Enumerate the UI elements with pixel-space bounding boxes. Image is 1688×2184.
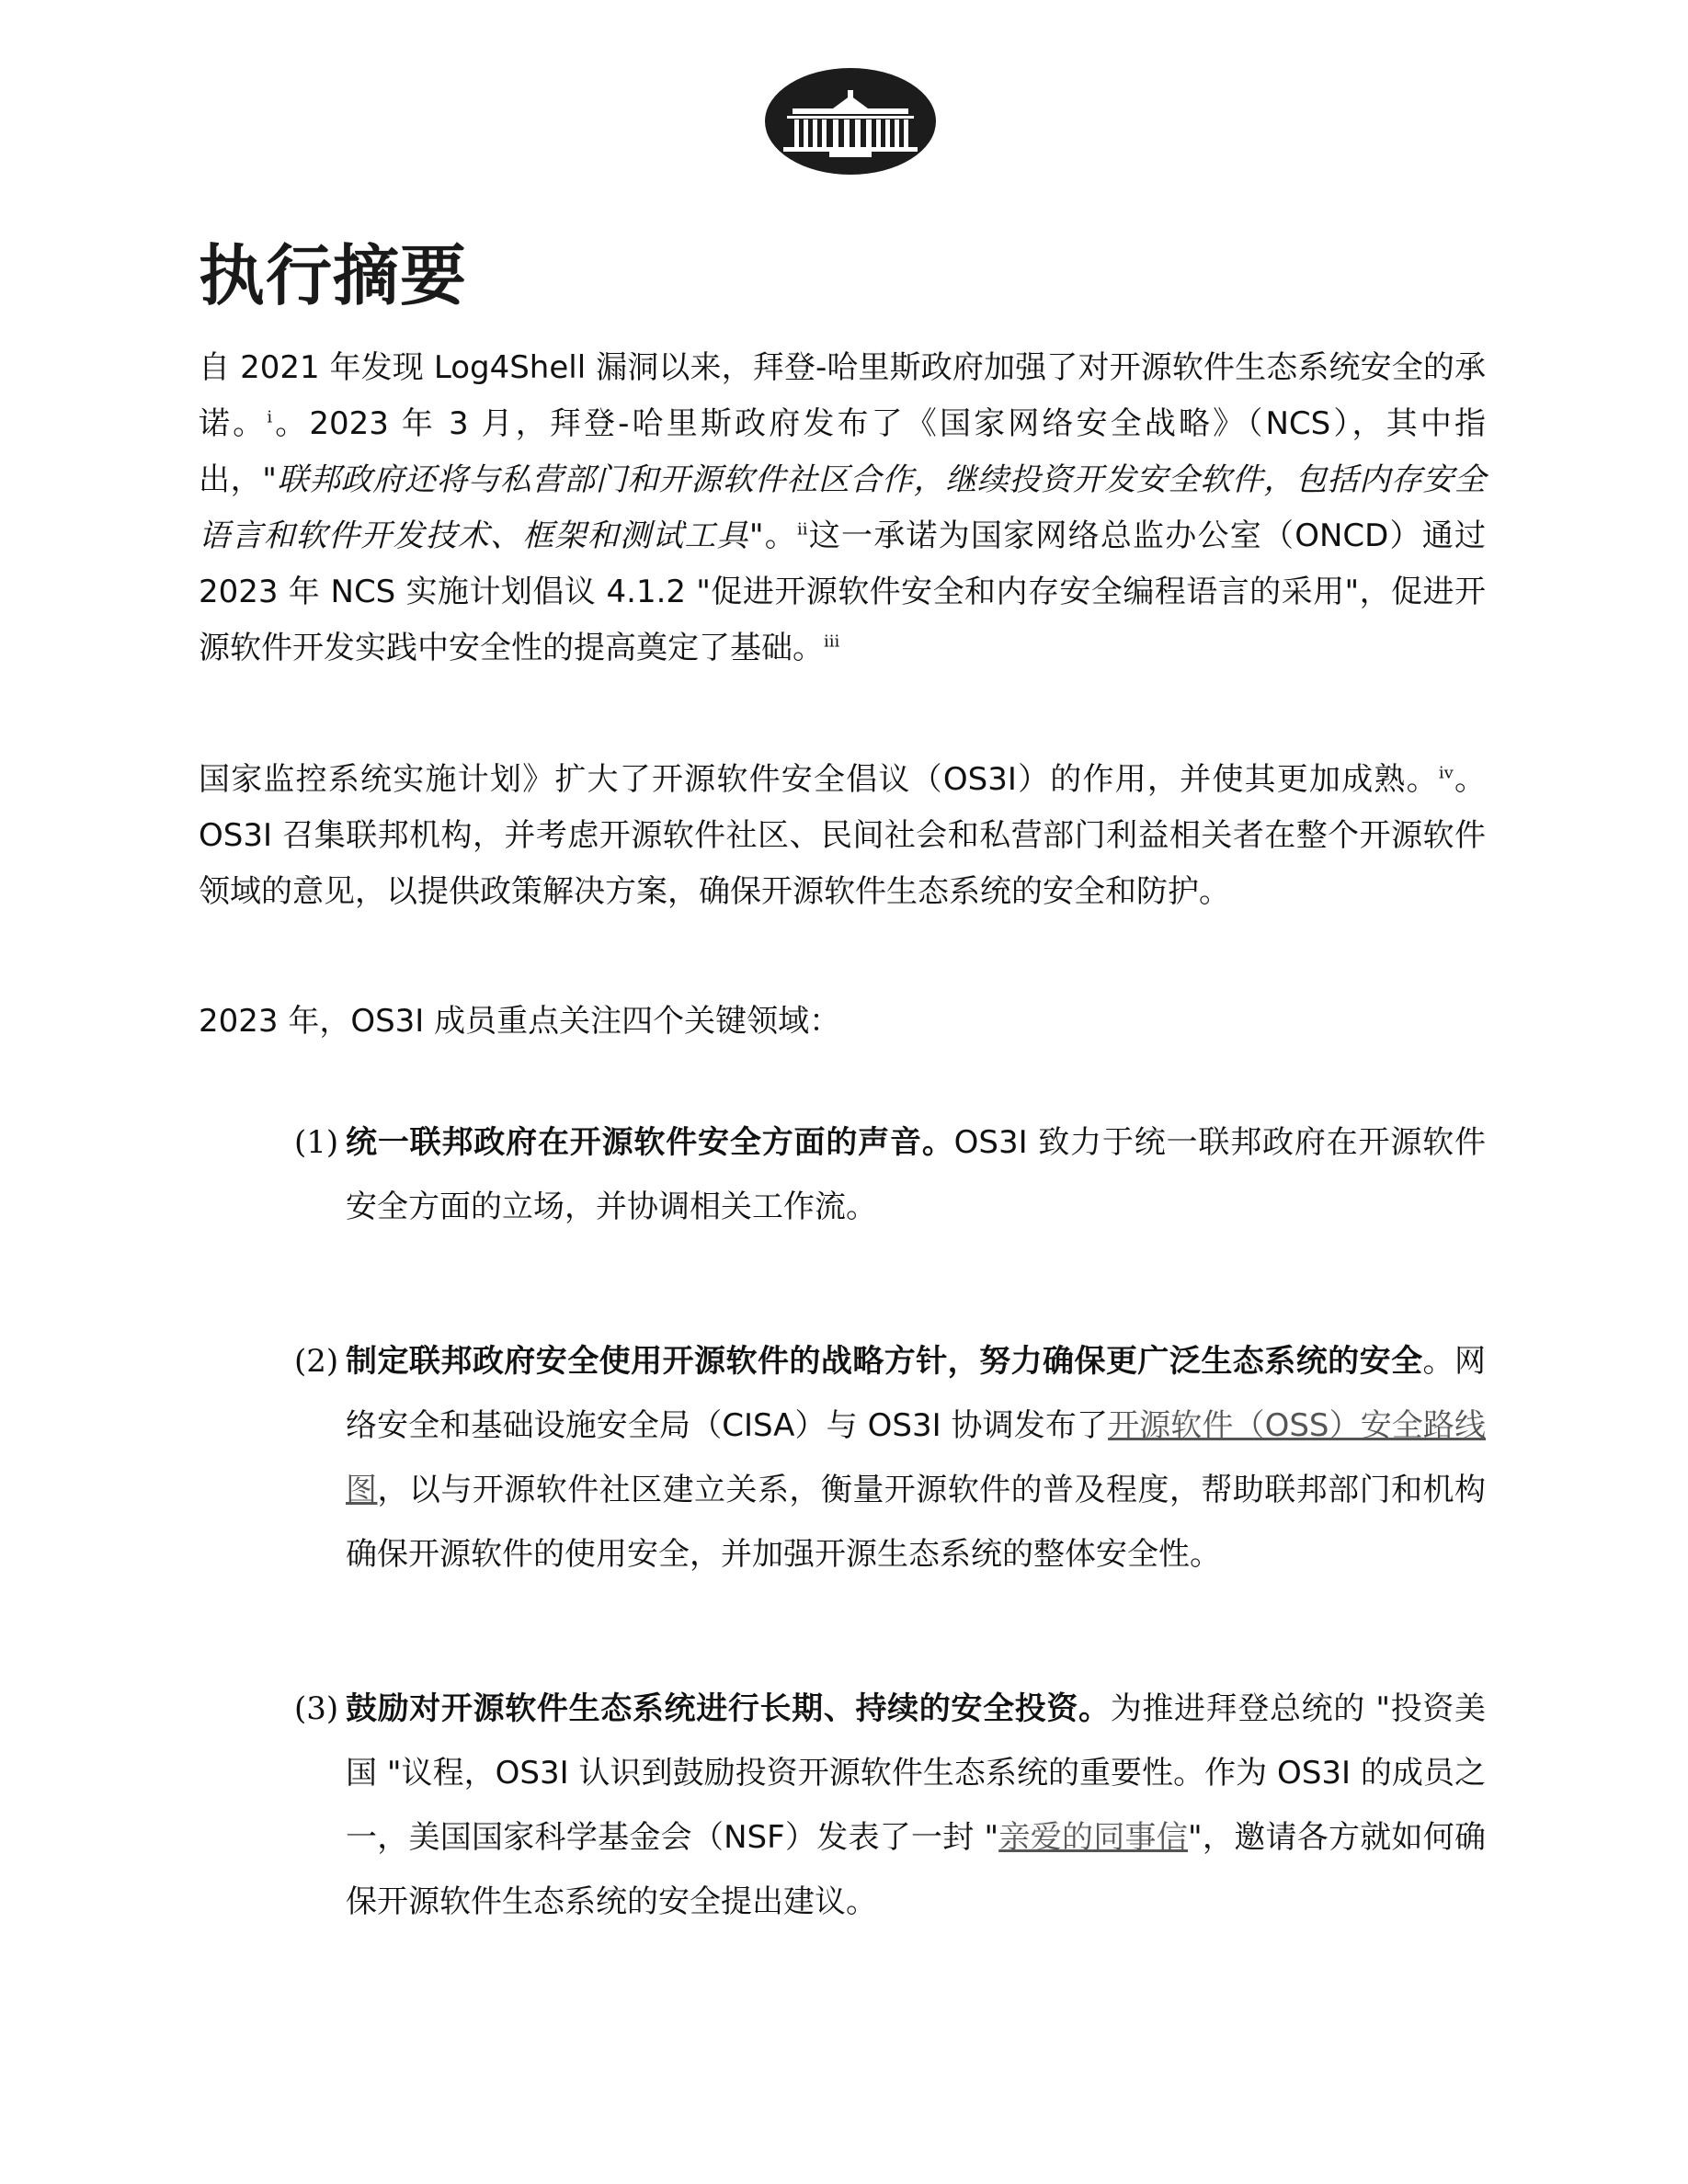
os3i-text-2: 。: [1406, 761, 1439, 798]
list-item-lead: 统一联邦政府在开源软件安全方面的声音。: [346, 1124, 954, 1161]
ncs-quote: 联邦政府还将与私营部门和开源软件社区合作，继续投资开发安全软件，包括内存安全语言和软件开发技术、框架和测试工具: [199, 461, 1486, 554]
list-marker: (1): [294, 1124, 339, 1161]
footnote-ref-ii[interactable]: ii: [797, 519, 808, 540]
list-item-body-cont: ，以与开源软件社区建立关系，衡量开源软件的普及程度，帮助联邦部门和机构确保开源软件的使用安全，并加强开源生态系统的整体安全性。: [346, 1472, 1487, 1573]
focus-areas-intro: 2023 年，OS3I 成员重点关注四个关键领域：: [199, 1003, 841, 1040]
list-item-body: 。网络安全和基础设施安全局（CISA）与 OS3I 协调发布了: [346, 1343, 1487, 1444]
list-marker: (3): [294, 1690, 339, 1727]
list-item-lead: 制定联邦政府安全使用开源软件的战略方针，努力确保更广泛生态系统的安全: [346, 1343, 1423, 1380]
white-house-seal-icon: [765, 68, 936, 175]
intro-text-2: 。2023 年 3 月，拜登-哈里斯政府发布了《国家网络安全战略》（NCS），其中指出，": [199, 405, 1487, 498]
list-item-body-cont: "，邀请各方就如何确保开源软件生态系统的安全提出建议。: [346, 1819, 1487, 1920]
oss-roadmap-link[interactable]: 开源软件（OSS）安全路线图: [346, 1407, 1486, 1508]
list-item: [199, 1110, 1486, 1239]
list-item-body: 为推进拜登总统的 "投资美国 "议程，OS3I 认识到鼓励投资开源软件生态系统的重要性。作为 OS3I 的成员之一，美国国家科学基金会（NSF）发表了一封 ": [346, 1690, 1486, 1856]
os3i-text-3: 。OS3I 召集联邦机构，并考虑开源软件社区、民间社会和私营部门利益相关者在整个开源软件领域的意见，以提供政策解决方案，确保开源软件生态系统的安全和防护。: [199, 761, 1486, 910]
document-body: [199, 340, 1486, 2024]
page-title: 执行摘要: [199, 237, 468, 314]
os3i-text-1: 国家监控系统实施计划》扩大了开源软件安全倡议（OS3I）的作用，并使其更加成熟: [199, 761, 1407, 798]
list-item-body: OS3I 致力于统一联邦政府在开源软件安全方面的立场，并协调相关工作流。: [346, 1124, 1486, 1225]
list-item-lead: 鼓励对开源软件生态系统进行长期、持续的安全投资。: [346, 1690, 1111, 1727]
intro-text-1: 自 2021 年发现 Log4Shell 漏洞以来，拜登-哈里斯政府加强了对开源软件生态系统安全的承诺。: [199, 349, 1486, 442]
intro-text-3: "。: [748, 518, 798, 554]
footnote-ref-iv[interactable]: iv: [1438, 763, 1454, 783]
list-marker: (2): [294, 1343, 339, 1380]
os3i-paragraph: [199, 752, 1486, 920]
dear-colleague-letter-link[interactable]: 亲爱的同事信: [998, 1819, 1189, 1856]
intro-paragraph: [199, 340, 1486, 677]
footnote-ref-i[interactable]: i: [267, 407, 273, 427]
list-item: [199, 1329, 1486, 1587]
footnote-ref-iii[interactable]: iii: [824, 631, 840, 652]
intro-text-4: 这一承诺为国家网络总监办公室（ONCD）通过 2023 年 NCS 实施计划倡议 4.1.2 "促进开源软件安全和内存安全编程语言的采用"，促进开源软件开发实践中安全性的提高奠定了基础。: [199, 518, 1487, 666]
list-item: [199, 1677, 1486, 1934]
focus-areas-list: [199, 1110, 1486, 1934]
